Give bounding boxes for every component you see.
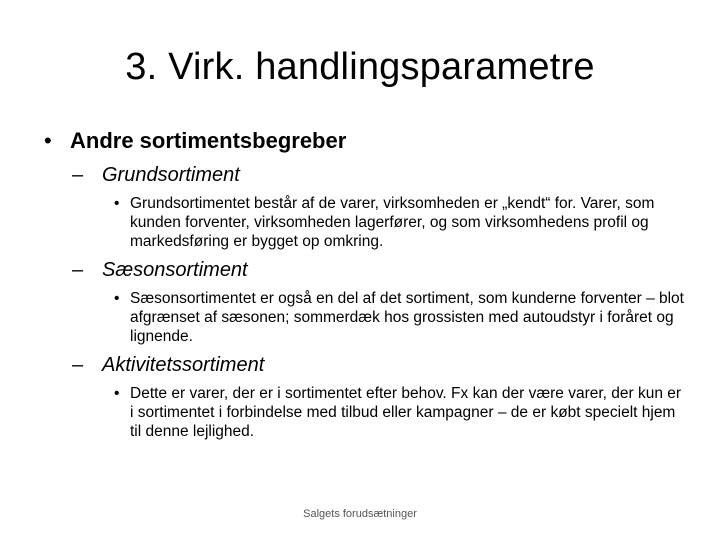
dash-icon: – — [72, 259, 84, 281]
sub-heading-text: Aktivitetssortiment — [102, 354, 265, 376]
detail-text: Dette er varer, der er i sortimentet efter behov. Fx kan der være varer, der kun er i sortimentet i forbindelse med tilbud eller kampagner – de er købt specielt hjem til denne lejlighed. — [130, 385, 682, 440]
detail-grundsortiment — [114, 194, 694, 251]
slide-title: 3. Virk. handlingsparametre — [125, 46, 595, 88]
dash-icon: – — [72, 354, 84, 376]
sub-heading-aktivitetssortiment — [72, 352, 694, 378]
sub-heading-text: Grundsortiment — [102, 164, 240, 186]
main-bullet — [44, 126, 694, 156]
bullet-icon: • — [114, 195, 120, 212]
slide-footer: Salgets forudsætninger — [303, 508, 417, 520]
detail-aktivitetssortiment — [114, 384, 694, 441]
detail-text: Sæsonsortimentet er også en del af det sortiment, som kunderne forventer – blot afgrænset af sæsonen; sommerdæk hos grossisten med autoudstyr i foråret og lignende. — [130, 290, 684, 345]
detail-text: Grundsortimentet består af de varer, virksomheden er „kendt“ for. Varer, som kunden forventer, virksomheden lagerfører, og som virksomhedens profil og markedsføring er bygget op omkring. — [130, 195, 655, 250]
slide-content — [44, 126, 694, 447]
sub-heading-saesonsortiment — [72, 257, 694, 283]
sub-heading-grundsortiment — [72, 162, 694, 188]
bullet-icon: • — [44, 128, 52, 153]
dash-icon: – — [72, 164, 84, 186]
bullet-icon: • — [114, 385, 120, 402]
bullet-icon: • — [114, 290, 120, 307]
sub-heading-text: Sæsonsortiment — [102, 259, 248, 281]
detail-saesonsortiment — [114, 289, 694, 346]
main-bullet-text: Andre sortimentsbegreber — [70, 128, 347, 153]
